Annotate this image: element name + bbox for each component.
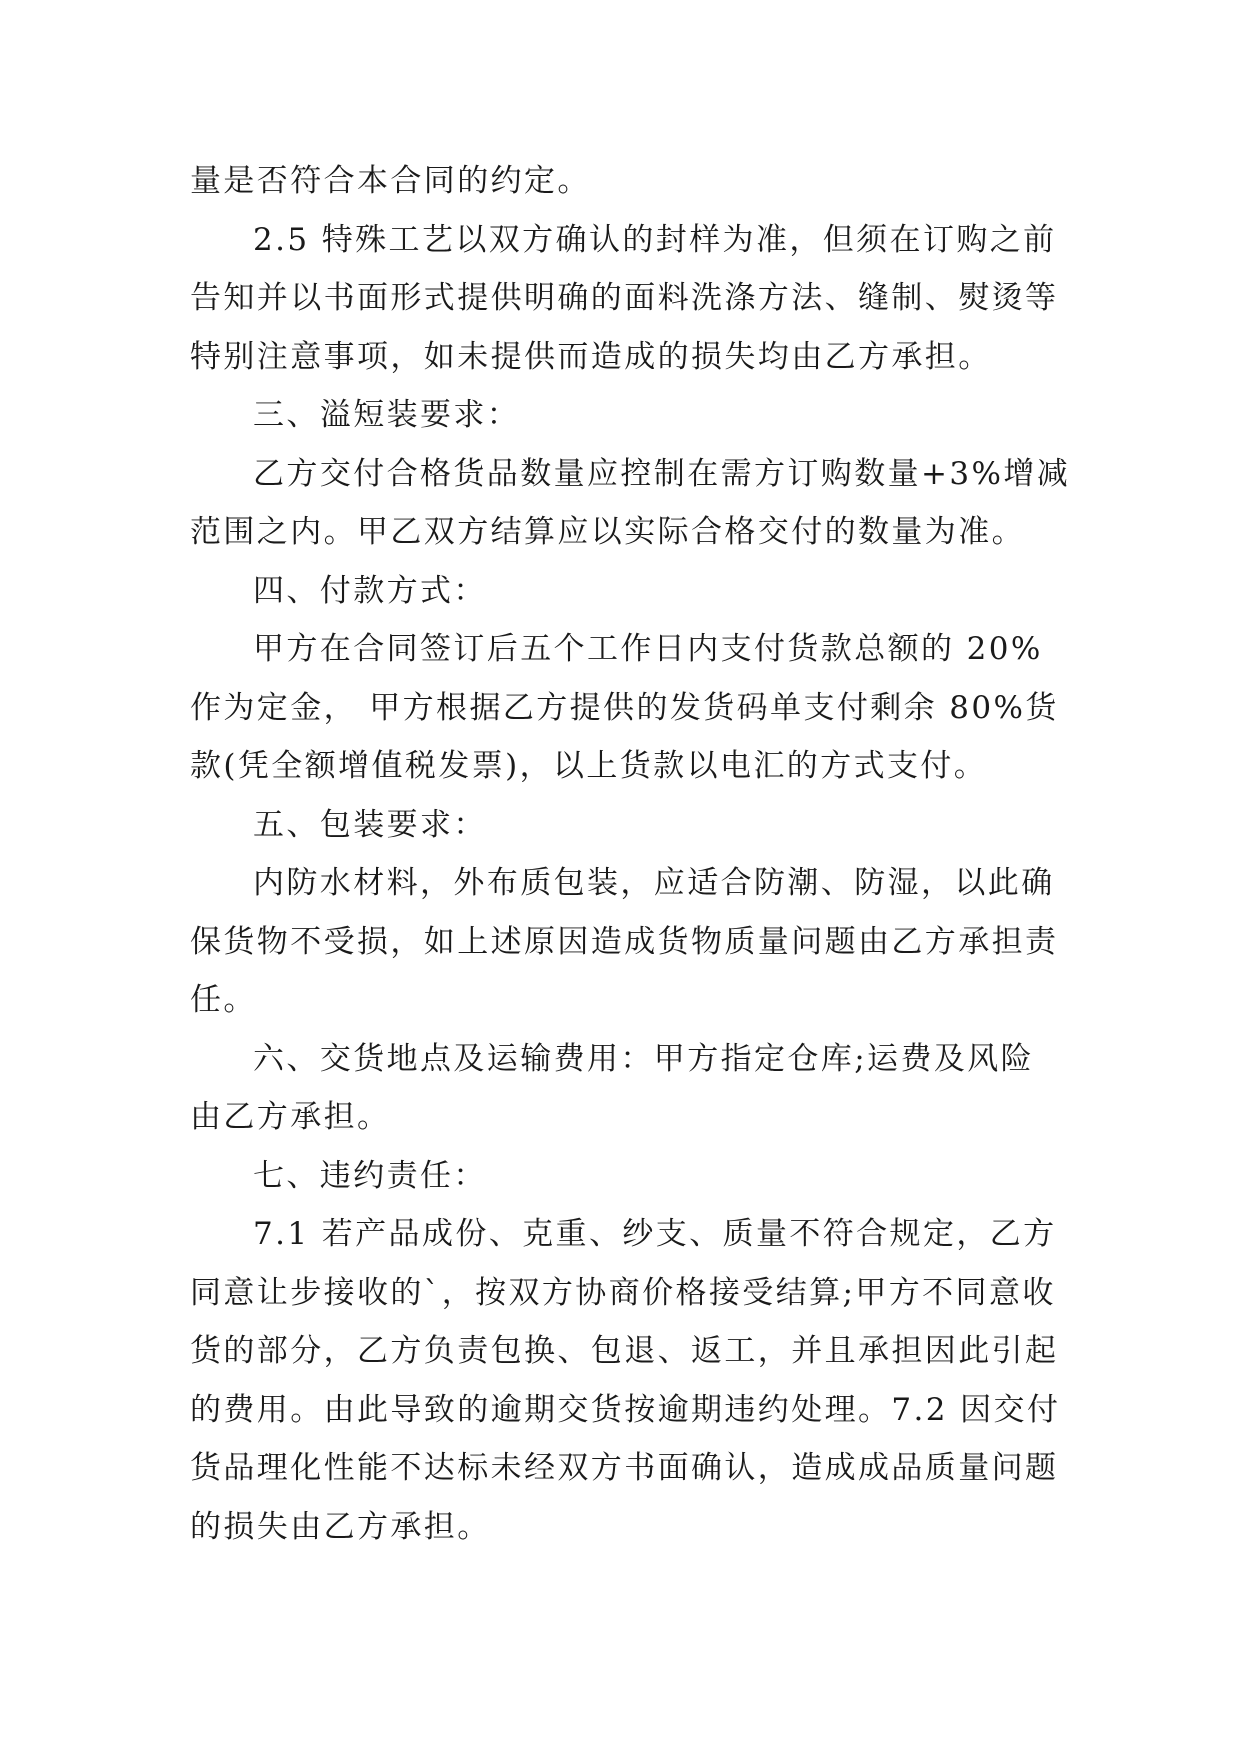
text-line-7: 范围之内。甲乙双方结算应以实际合格交付的数量为准。 [190,514,1025,550]
text-line-20: 同意让步接收的`，按双方协商价格接受结算;甲方不同意收 [190,1274,1056,1311]
text-line-3: 告知并以书面形式提供明确的面料洗涤方法、缝制、熨烫等 [190,280,1059,316]
text-line-2: 2.5 特殊工艺以双方确认的封样为准，但须在订购之前 [253,221,1057,258]
section-heading-6: 六、交货地点及运输费用：甲方指定仓库;运费及风险 [253,1040,1035,1077]
text-line-9: 甲方在合同签订后五个工作日内支付货款总额的 20% [253,631,1043,667]
text-line-24: 的损失由乙方承担。 [190,1508,491,1545]
text-line-22: 的费用。由此导致的逾期交货按逾期违约处理。7.2 因交付 [190,1391,1061,1428]
text-line-4: 特别注意事项，如未提供而造成的损失均由乙方承担。 [190,338,992,375]
text-line-17: 由乙方承担。 [190,1099,391,1135]
text-line-13: 内防水材料，外布质包装，应适合防潮、防湿，以此确 [253,865,1055,901]
text-line-14: 保货物不受损，如上述原因造成货物质量问题由乙方承担责 [190,923,1059,960]
section-heading-7: 七、违约责任： [253,1157,487,1194]
text-line-11: 款(凭全额增值税发票)，以上货款以电汇的方式支付。 [190,748,988,784]
text-line-21: 货的部分，乙方负责包换、包退、返工，并且承担因此引起 [190,1333,1059,1369]
text-line-23: 货品理化性能不达标未经双方书面确认，造成成品质量问题 [190,1450,1059,1486]
document-body [190,152,1071,1556]
section-heading-5: 五、包装要求： [253,806,487,843]
text-line-6: 乙方交付合格货品数量应控制在需方订购数量+3%增减 [253,455,1071,492]
text-line-10: 作为定金， 甲方根据乙方提供的发货码单支付剩余 80%货 [190,689,1059,726]
section-heading-3: 三、溢短装要求： [253,397,521,433]
section-heading-4: 四、付款方式： [253,572,487,609]
text-line-1: 量是否符合本合同的约定。 [190,163,591,199]
text-line-19: 7.1 若产品成份、克重、纱支、质量不符合规定，乙方 [253,1216,1057,1252]
text-line-15: 任。 [190,982,257,1018]
